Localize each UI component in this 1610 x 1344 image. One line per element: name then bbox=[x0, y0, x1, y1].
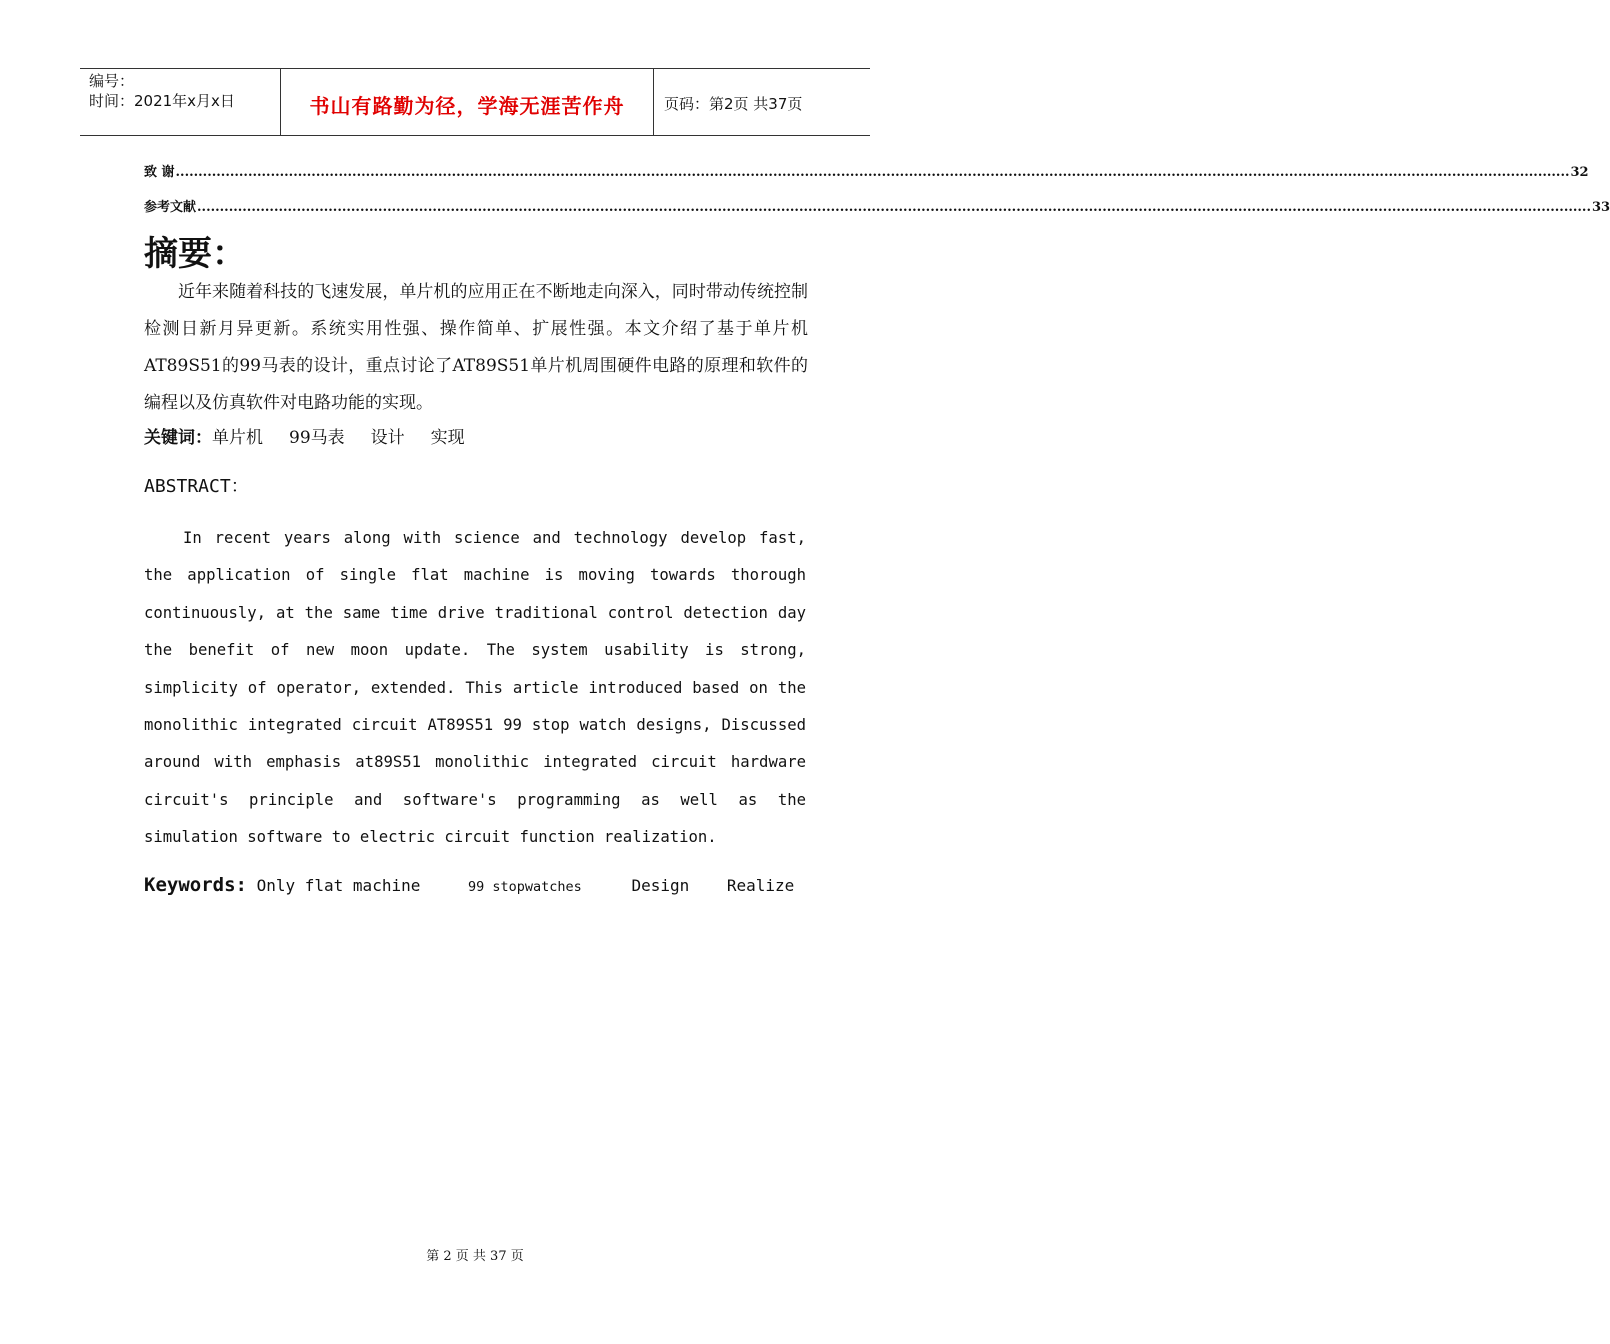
abstract-cn-paragraph: 近年来随着科技的飞速发展，单片机的应用正在不断地走向深入，同时带动传统控制检测日新月异更新。系统实用性强、操作简单、扩展性强。本文介绍了基于单片机AT89S51的99马表的设计，重点讨论了AT89S51单片机周围硬件电路的原理和软件的编程以及仿真软件对电路功能的实现。 bbox=[144, 282, 808, 413]
document-number-label: 编号： bbox=[89, 72, 135, 90]
page-footer: 第 2 页 共 37 页 bbox=[426, 1249, 524, 1264]
document-date: 时间：2021年x月x日 bbox=[89, 92, 235, 110]
toc-entry-acknowledgement[interactable] bbox=[144, 160, 1589, 180]
keyword-cn: 设计 bbox=[370, 428, 405, 448]
toc-entry-page: 32 bbox=[1570, 165, 1589, 180]
toc-leader-dots: .................................................................................................................................................................................................................................................................................................................... bbox=[197, 200, 1591, 215]
keyword-en: 99 stopwatches bbox=[468, 879, 582, 895]
toc-entry-page: 33 bbox=[1592, 200, 1610, 215]
keywords-en-label: Keywords: bbox=[144, 874, 247, 896]
abstract-en-paragraph: In recent years along with science and technology develop fast, the application of single flat machine is moving towards thorough continuously, at the same time drive traditional control detection day the benefit of new moon update. The system usability is strong, simplicity of operator, extended. This article introduced based on the monolithic integrated circuit AT89S51 99 stop watch designs, Discussed around with emphasis at89S51 monolithic integrated circuit hardware circuit's principle and software's programming as well as the simulation software to electric circuit function realization. bbox=[144, 529, 806, 847]
header-page-info: 页码：第2页 共37页 bbox=[664, 94, 803, 113]
toc-leader-dots: .................................................................................................................................................................................................................................................................................................................... bbox=[175, 165, 1570, 180]
keyword-cn: 单片机 bbox=[212, 428, 263, 448]
keywords-cn bbox=[144, 423, 491, 453]
abstract-en-title: ABSTRACT： bbox=[144, 476, 249, 497]
keywords-cn-label: 关键词： bbox=[144, 428, 212, 448]
page-header bbox=[80, 68, 870, 136]
abstract-en-body bbox=[144, 520, 806, 857]
keyword-en: Design bbox=[631, 876, 690, 895]
toc-entry-label: 致 谢 bbox=[144, 165, 175, 180]
abstract-cn-body bbox=[144, 274, 808, 422]
keyword-cn: 实现 bbox=[430, 428, 465, 448]
keyword-en: Realize bbox=[726, 876, 795, 895]
header-motto: 书山有路勤为径，学海无涯苦作舟 bbox=[309, 93, 625, 118]
keyword-en: Only flat machine bbox=[256, 876, 421, 895]
header-meta bbox=[80, 69, 281, 135]
header-motto-cell bbox=[281, 69, 654, 135]
toc-entry-label: 参考文献 bbox=[144, 200, 197, 215]
toc-entry-references[interactable] bbox=[144, 195, 1610, 215]
keywords-en bbox=[144, 870, 794, 902]
keyword-cn: 99马表 bbox=[289, 428, 345, 448]
abstract-cn-title: 摘要： bbox=[144, 234, 246, 274]
